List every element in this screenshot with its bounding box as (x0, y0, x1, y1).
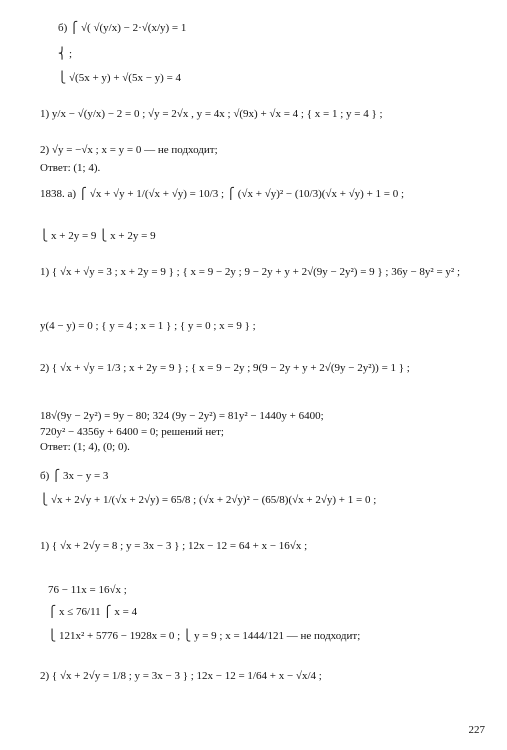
math-line-14: Ответ: (1; 4), (0; 0). (40, 441, 130, 453)
page-number: 227 (468, 724, 485, 736)
math-line-15: б) ⎧ 3x − y = 3 (40, 470, 109, 482)
math-line-10: y(4 − y) = 0 ; { y = 4 ; x = 1 } ; { y = 0 ; x = 9 } ; (40, 320, 256, 332)
math-line-21: 2) { √x + 2√y = 1/8 ; y = 3x − 3 } ; 12x − 12 = 1/64 + x − √x/4 ; (40, 670, 322, 682)
math-line-1: б) ⎧ √( √(y/x) − 2·√(x/y) = 1 (58, 22, 187, 34)
math-line-2: ⎨ ; (58, 48, 73, 60)
math-line-11: 2) { √x + √y = 1/3 ; x + 2y = 9 } ; { x = 9 − 2y ; 9(9 − 2y + y + 2√(9y − 2y²)) = 1 } ; (40, 362, 410, 374)
math-line-6: Ответ: (1; 4). (40, 162, 101, 174)
math-line-7: 1838. а) ⎧ √x + √y + 1/(√x + √y) = 10/3 ; ⎧ (√x + √y)² − (10/3)(√x + √y) + 1 = 0 ; (40, 188, 405, 200)
math-line-17: 1) { √x + 2√y = 8 ; y = 3x − 3 } ; 12x − 12 = 64 + x − 16√x ; (40, 540, 308, 552)
math-line-16: ⎩ √x + 2√y + 1/(√x + 2√y) = 65/8 ; (√x + 2√y)² − (65/8)(√x + 2√y) + 1 = 0 ; (40, 494, 377, 506)
math-line-9: 1) { √x + √y = 3 ; x + 2y = 9 } ; { x = 9 − 2y ; 9 − 2y + y + 2√(9y − 2y²) = 9 } ; 36y − 8y² = y² ; (40, 266, 461, 278)
math-line-8: ⎩ x + 2y = 9 ⎩ x + 2y = 9 (40, 230, 156, 242)
math-line-19: ⎧ x ≤ 76/11 ⎧ x = 4 (48, 606, 138, 618)
math-line-13: 720y² − 4356y + 6400 = 0; решений нет; (40, 426, 224, 438)
math-line-4: 1) y/x − √(y/x) − 2 = 0 ; √y = 2√x , y = 4x ; √(9x) + √x = 4 ; { x = 1 ; y = 4 } ; (40, 108, 383, 120)
math-line-12: 18√(9y − 2y²) = 9y − 80; 324 (9y − 2y²) = 81y² − 1440y + 6400; (40, 410, 324, 422)
math-line-3: ⎩ √(5x + y) + √(5x − y) = 4 (58, 72, 182, 84)
math-line-20: ⎩ 121x² + 5776 − 1928x = 0 ; ⎩ y = 9 ; x = 1444/121 — не подходит; (48, 630, 361, 642)
math-line-18: 76 − 11x = 16√x ; (48, 584, 127, 596)
math-line-5: 2) √y = −√x ; x = y = 0 — не подходит; (40, 144, 218, 156)
